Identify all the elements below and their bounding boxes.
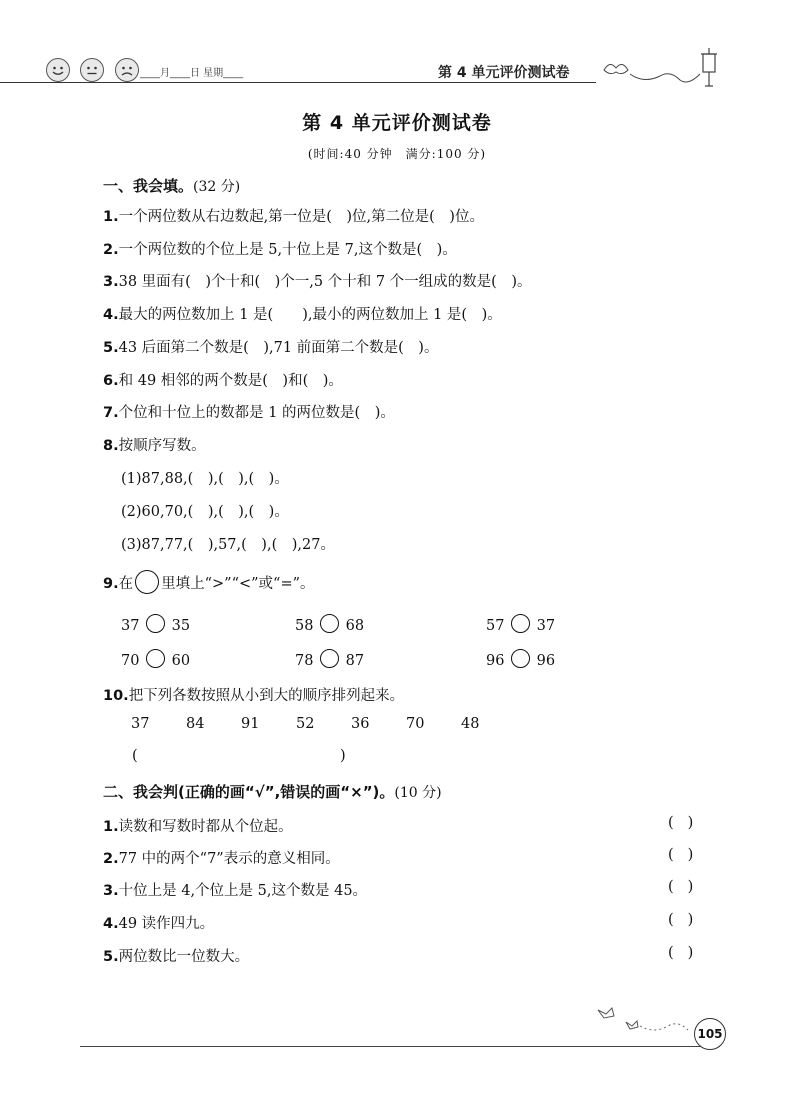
- question-text: 最大的两位数加上 1 是( ),最小的两位数加上 1 是( )。: [118, 307, 502, 323]
- question-text: 按顺序写数。: [118, 438, 206, 454]
- question-number: 6.: [103, 373, 119, 389]
- answer-blank[interactable]: (): [668, 912, 708, 928]
- number-item: 36: [351, 716, 370, 732]
- question-text: 和 49 相邻的两个数是( )和( )。: [118, 373, 343, 389]
- number-item: 84: [186, 716, 205, 732]
- number-item: 37: [131, 716, 150, 732]
- question-7: [103, 401, 395, 422]
- question-6: [103, 369, 343, 390]
- number-item: 52: [296, 716, 315, 732]
- question-2: [103, 238, 457, 259]
- date-line: ____月____日 星期____: [140, 68, 244, 79]
- compare-right: 96: [536, 653, 556, 669]
- question-1: [103, 205, 484, 226]
- question-text-post: 里填上“>”“<”或“=”。: [161, 576, 315, 592]
- compare-circle[interactable]: [511, 649, 530, 668]
- compare-pair: [121, 649, 190, 669]
- judgment-4: [103, 912, 214, 933]
- compare-right: 68: [345, 618, 365, 634]
- question-number: 2.: [103, 242, 119, 258]
- q8-item-1: (1)87,88,( ),( ),( )。: [121, 471, 289, 487]
- question-text: 两位数比一位数大。: [118, 949, 250, 965]
- question-number: 3.: [103, 883, 119, 899]
- question-number: 9.: [103, 576, 119, 592]
- compare-circle[interactable]: [146, 649, 165, 668]
- number-list: [131, 716, 516, 732]
- bird-decoration: [592, 1000, 692, 1036]
- question-text: 一个两位数的个位上是 5,十位上是 7,这个数是( )。: [118, 242, 457, 258]
- question-4: [103, 303, 502, 324]
- question-number: 8.: [103, 438, 119, 454]
- footer-rule: [80, 1046, 720, 1047]
- question-text: 十位上是 4,个位上是 5,这个数是 45。: [118, 883, 368, 899]
- question-number: 4.: [103, 916, 119, 932]
- question-text: 把下列各数按照从小到大的顺序排列起来。: [128, 688, 405, 704]
- neutral-face-icon: [80, 58, 104, 82]
- question-8: [103, 434, 206, 455]
- question-text: 43 后面第二个数是( ),71 前面第二个数是( )。: [118, 340, 439, 356]
- question-text: 一个两位数从右边数起,第一位是( )位,第二位是( )位。: [118, 209, 484, 225]
- compare-pair: [295, 614, 364, 634]
- time-score-note: (时间:40 分钟 满分:100 分): [307, 147, 487, 161]
- compare-right: 35: [171, 618, 191, 634]
- header-rule: [0, 82, 596, 83]
- compare-left: 78: [295, 653, 314, 669]
- question-text-pre: 在: [118, 576, 134, 592]
- question-number: 5.: [103, 340, 119, 356]
- compare-left: 70: [121, 653, 140, 669]
- judgment-2: [103, 847, 340, 868]
- compare-pair: [486, 614, 555, 634]
- question-number: 1.: [103, 819, 119, 835]
- page-title: 第 4 单元评价测试卷: [302, 112, 492, 134]
- blank-circle-icon: [135, 570, 159, 594]
- compare-left: 57: [486, 618, 505, 634]
- question-number: 5.: [103, 949, 119, 965]
- section-2-points: (10 分): [394, 785, 442, 801]
- section-1-title: 一、我会填。: [103, 177, 194, 195]
- section-1-heading: [103, 175, 240, 196]
- question-number: 4.: [103, 307, 119, 323]
- compare-right: 87: [345, 653, 365, 669]
- question-10: [103, 684, 404, 705]
- butterfly-lantern-decoration: [596, 46, 726, 92]
- q8-item-2: (2)60,70,( ),( ),( )。: [121, 504, 289, 520]
- question-text: 38 里面有( )个十和( )个一,5 个十和 7 个一组成的数是( )。: [118, 274, 532, 290]
- question-5: [103, 336, 438, 357]
- header-unit-title: 第 4 单元评价测试卷: [438, 65, 570, 81]
- compare-pair: [121, 614, 190, 634]
- compare-circle[interactable]: [511, 614, 530, 633]
- section-2-heading: [103, 781, 442, 802]
- question-9: [103, 570, 315, 594]
- sad-face-icon: [115, 58, 139, 82]
- compare-left: 96: [486, 653, 505, 669]
- answer-blank[interactable]: (): [668, 815, 708, 831]
- smiley-face-icon: [46, 58, 70, 82]
- judgment-1: [103, 815, 293, 836]
- judgment-3: [103, 879, 367, 900]
- section-1-points: (32 分): [193, 179, 241, 195]
- question-number: 1.: [103, 209, 119, 225]
- compare-pair: [295, 649, 364, 669]
- number-item: 48: [461, 716, 480, 732]
- compare-left: 37: [121, 618, 140, 634]
- compare-pair: [486, 649, 555, 669]
- compare-circle[interactable]: [320, 614, 339, 633]
- section-2-title: 二、我会判(正确的画“√”,错误的画“×”)。: [103, 783, 395, 801]
- number-item: 91: [241, 716, 260, 732]
- compare-right: 60: [171, 653, 191, 669]
- question-text: 个位和十位上的数都是 1 的两位数是( )。: [118, 405, 395, 421]
- question-text: 49 读作四九。: [118, 916, 215, 932]
- question-number: 7.: [103, 405, 119, 421]
- compare-left: 58: [295, 618, 314, 634]
- answer-close-paren: ): [340, 748, 346, 764]
- answer-blank[interactable]: (): [668, 847, 708, 863]
- question-text: 77 中的两个“7”表示的意义相同。: [118, 851, 340, 867]
- judgment-5: [103, 945, 249, 966]
- compare-circle[interactable]: [320, 649, 339, 668]
- q8-item-3: (3)87,77,( ),57,( ),( ),27。: [121, 537, 335, 553]
- answer-blank[interactable]: (): [668, 879, 708, 895]
- question-number: 2.: [103, 851, 119, 867]
- compare-right: 37: [536, 618, 556, 634]
- question-number: 10.: [103, 688, 129, 704]
- number-item: 70: [406, 716, 425, 732]
- question-3: [103, 270, 532, 291]
- answer-open-paren: (: [132, 748, 138, 764]
- answer-blank[interactable]: (): [668, 945, 708, 961]
- page-number: 105: [694, 1018, 726, 1050]
- compare-circle[interactable]: [146, 614, 165, 633]
- question-text: 读数和写数时都从个位起。: [118, 819, 293, 835]
- question-number: 3.: [103, 274, 119, 290]
